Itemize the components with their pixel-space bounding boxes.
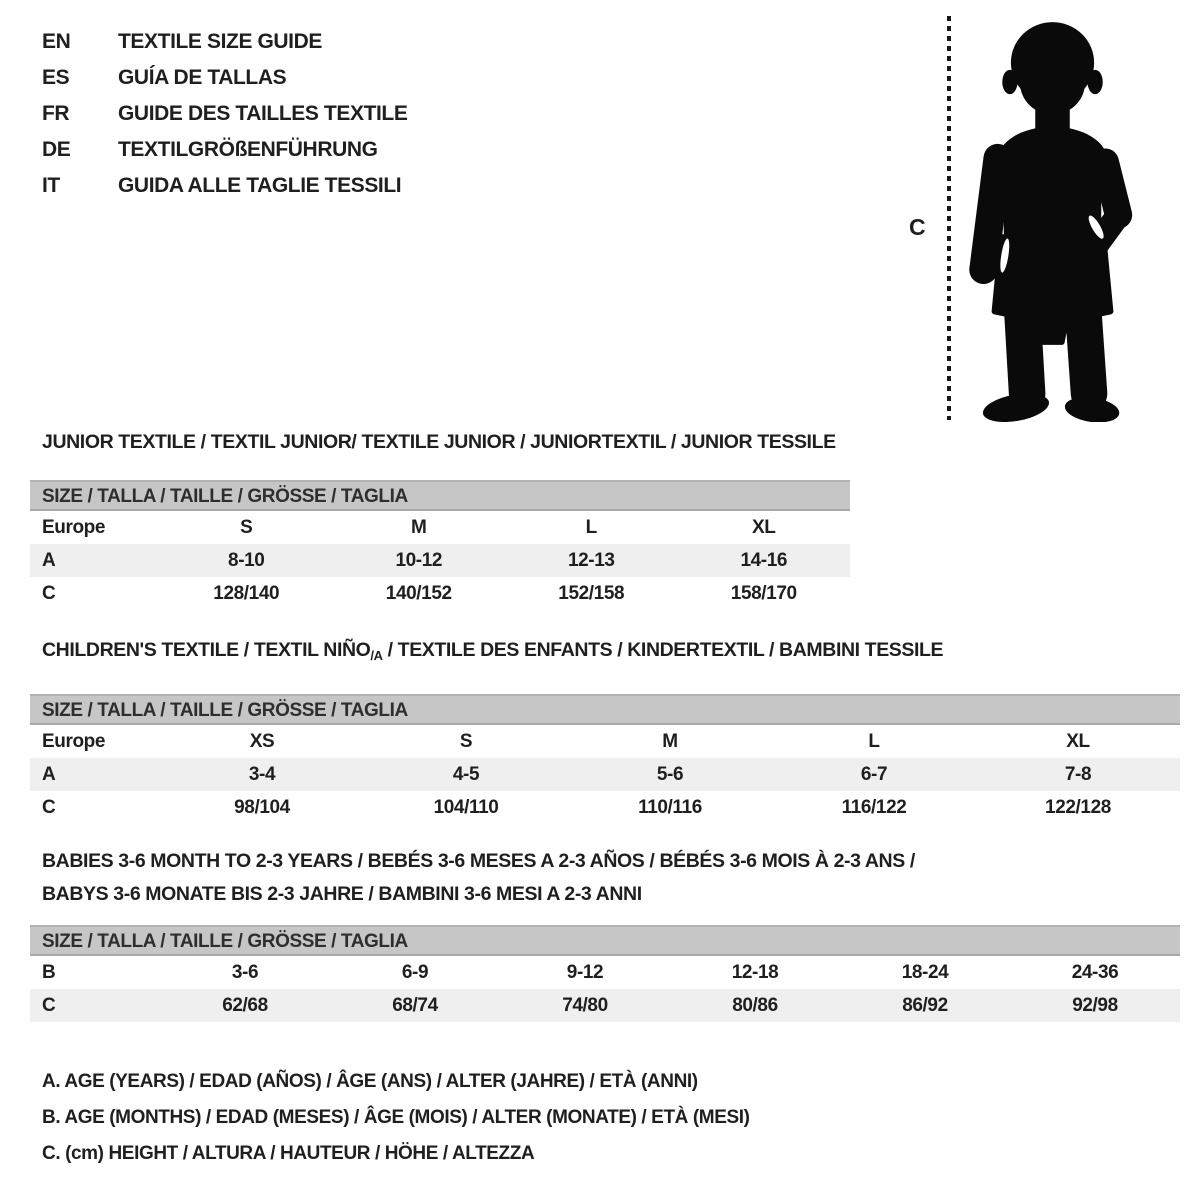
lang-code: ES xyxy=(42,66,70,89)
lang-label: GUIDA ALLE TAGLIE TESSILI xyxy=(118,174,402,197)
value-cell: 3-4 xyxy=(248,764,276,785)
value-cell: 158/170 xyxy=(730,583,797,604)
row-label-cell: C xyxy=(42,995,56,1016)
babies-section-title-line2: BABYS 3-6 MONATE BIS 2-3 JAHRE / BAMBINI 3-6 MESI A 2-3 ANNI xyxy=(42,883,642,905)
value-cell: 12-13 xyxy=(567,550,615,571)
size-header-band: SIZE / TALLA / TAILLE / GRÖSSE / TAGLIA xyxy=(30,694,1180,725)
region-label-cell: Europe xyxy=(42,517,106,538)
lang-label: GUIDE DES TAILLES TEXTILE xyxy=(118,102,408,125)
row-label-cell: A xyxy=(42,764,56,785)
region-label-cell: Europe xyxy=(42,731,106,752)
height-marker-label: C xyxy=(909,214,926,240)
value-cell: 110/116 xyxy=(638,797,702,818)
junior-section xyxy=(30,430,850,610)
legend xyxy=(42,1064,750,1172)
value-cell: 10-12 xyxy=(395,550,443,571)
size-column-cell: S xyxy=(240,517,253,538)
junior-section-title: JUNIOR TEXTILE / TEXTIL JUNIOR/ TEXTILE JUNIOR / JUNIORTEXTIL / JUNIOR TESSILE xyxy=(42,431,836,453)
lang-code: IT xyxy=(42,174,60,197)
babies-section-title-line1: BABIES 3-6 MONTH TO 2-3 YEARS / BEBÉS 3-6 MESES A 2-3 AÑOS / BÉBÉS 3-6 MOIS À 2-3 ANS / xyxy=(42,850,915,872)
table-row xyxy=(30,577,850,610)
size-column-cell: XL xyxy=(1066,731,1090,752)
toddler-silhouette-icon xyxy=(962,14,1142,422)
value-cell: 14-16 xyxy=(740,550,788,571)
value-cell: 74/80 xyxy=(562,995,608,1016)
value-cell: 12-18 xyxy=(731,962,779,983)
table-row xyxy=(30,544,850,577)
value-cell: 140/152 xyxy=(385,583,452,604)
lang-label: TEXTILE SIZE GUIDE xyxy=(118,30,322,53)
value-cell: 152/158 xyxy=(558,583,625,604)
value-cell: 3-6 xyxy=(231,962,259,983)
value-cell: 128/140 xyxy=(213,583,280,604)
size-columns-row xyxy=(30,725,1180,758)
value-cell: 8-10 xyxy=(228,550,265,571)
value-cell: 122/128 xyxy=(1045,797,1111,818)
lang-label: GUÍA DE TALLAS xyxy=(118,66,287,89)
size-column-cell: XS xyxy=(249,731,275,752)
value-cell: 68/74 xyxy=(392,995,438,1016)
row-label-cell: C xyxy=(42,583,56,604)
children-title-subscript: /A xyxy=(370,648,383,663)
value-cell: 9-12 xyxy=(566,962,604,983)
lang-code: FR xyxy=(42,102,70,125)
table-row xyxy=(30,758,1180,791)
value-cell: 5-6 xyxy=(656,764,684,785)
babies-section xyxy=(30,845,1180,1022)
children-title-text: CHILDREN'S TEXTILE / TEXTIL NIÑO xyxy=(42,639,371,661)
lang-code: EN xyxy=(42,30,71,53)
table-row xyxy=(30,956,1180,989)
legend-line-c: C. (cm) HEIGHT / ALTURA / HAUTEUR / HÖHE / ALTEZZA xyxy=(42,1143,535,1164)
table-row xyxy=(30,989,1180,1022)
value-cell: 116/122 xyxy=(841,797,907,818)
size-column-cell: M xyxy=(411,517,427,538)
lang-code: DE xyxy=(42,138,71,161)
value-cell: 18-24 xyxy=(901,962,949,983)
children-size-table xyxy=(30,694,1180,824)
table-row xyxy=(30,791,1180,824)
row-label-cell: B xyxy=(42,962,56,983)
legend-line-b: B. AGE (MONTHS) / EDAD (MESES) / ÂGE (MOIS) / ALTER (MONATE) / ETÀ (MESI) xyxy=(42,1107,750,1128)
size-column-cell: XL xyxy=(752,517,776,538)
value-cell: 92/98 xyxy=(1072,995,1118,1016)
value-cell: 98/104 xyxy=(234,797,290,818)
size-column-cell: L xyxy=(585,517,597,538)
size-column-cell: L xyxy=(868,731,880,752)
size-header-band: SIZE / TALLA / TAILLE / GRÖSSE / TAGLIA xyxy=(30,925,1180,956)
height-marker-line xyxy=(947,16,951,420)
children-section xyxy=(30,638,1180,824)
language-header xyxy=(42,24,407,204)
size-column-cell: S xyxy=(459,731,473,752)
value-cell: 86/92 xyxy=(902,995,948,1016)
lang-label: TEXTILGRÖßENFÜHRUNG xyxy=(118,138,378,161)
value-cell: 80/86 xyxy=(732,995,778,1016)
legend-line-a: A. AGE (YEARS) / EDAD (AÑOS) / ÂGE (ANS) / ALTER (JAHRE) / ETÀ (ANNI) xyxy=(42,1071,698,1092)
row-label-cell: A xyxy=(42,550,56,571)
size-column-cell: M xyxy=(662,731,678,752)
babies-size-table xyxy=(30,925,1180,1022)
value-cell: 24-36 xyxy=(1071,962,1119,983)
value-cell: 6-9 xyxy=(401,962,429,983)
value-cell: 62/68 xyxy=(222,995,268,1016)
value-cell: 104/110 xyxy=(433,797,499,818)
size-columns-row xyxy=(30,511,850,544)
value-cell: 7-8 xyxy=(1064,764,1092,785)
junior-size-table xyxy=(30,480,850,610)
value-cell: 6-7 xyxy=(860,764,888,785)
size-header-band: SIZE / TALLA / TAILLE / GRÖSSE / TAGLIA xyxy=(30,480,850,511)
children-title-text: / TEXTILE DES ENFANTS / KINDERTEXTIL / BAMBINI TESSILE xyxy=(382,639,944,661)
value-cell: 4-5 xyxy=(452,764,480,785)
children-section-title xyxy=(30,638,1180,668)
row-label-cell: C xyxy=(42,797,56,818)
